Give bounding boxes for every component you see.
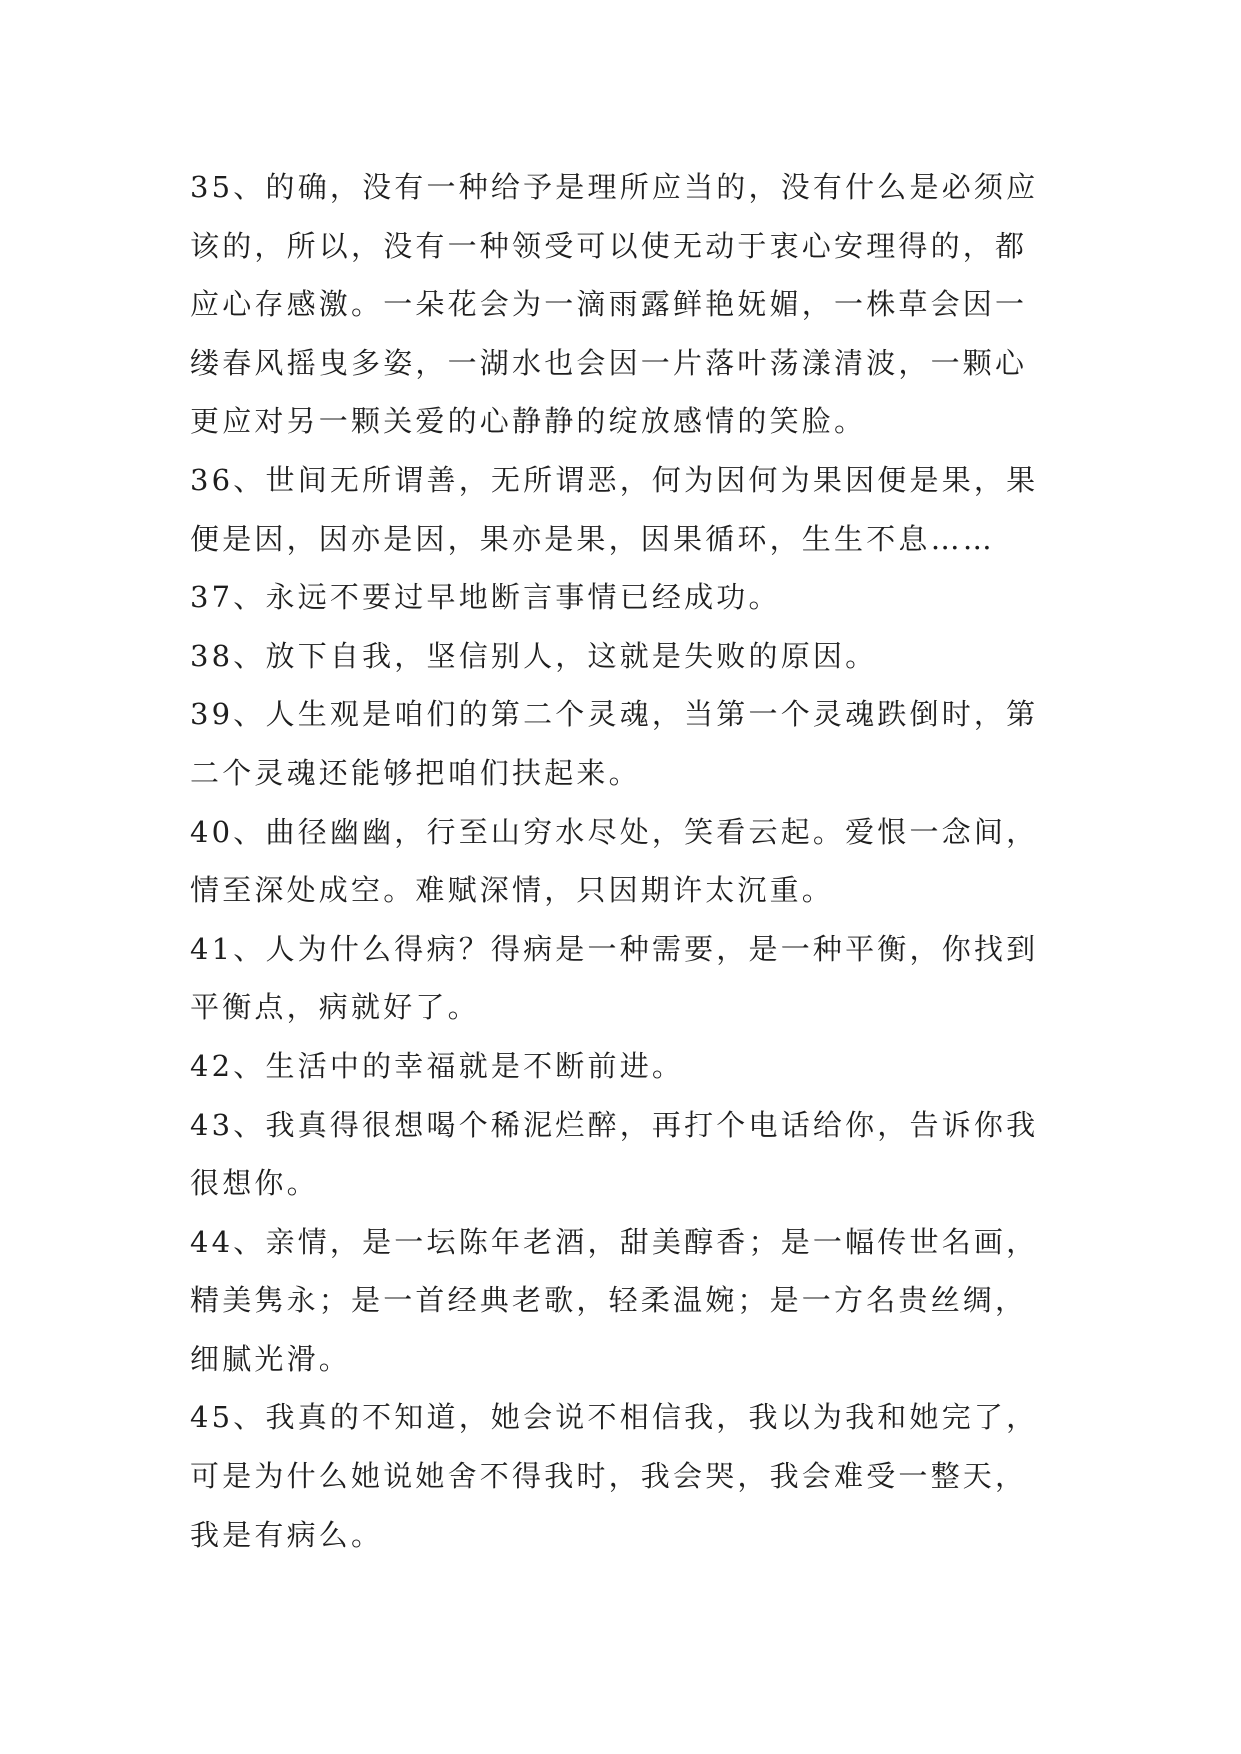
paragraph-43 <box>190 1096 1060 1213</box>
text-line: 35、的确，没有一种给予是理所应当的，没有什么是必须应 <box>190 170 1039 204</box>
text-line: 应心存感激。一朵花会为一滴雨露鲜艳妩媚，一株草会因一 <box>190 287 1028 322</box>
text-line: 41、人为什么得病？得病是一种需要，是一种平衡，你找到 <box>190 931 1039 966</box>
text-line: 情至深处成空。难赋深情，只因期许太沉重。 <box>190 873 835 908</box>
paragraph-35 <box>190 158 1060 451</box>
paragraph-37 <box>190 568 1060 627</box>
paragraph-39 <box>190 685 1060 802</box>
paragraph-45 <box>190 1388 1060 1564</box>
text-line: 平衡点，病就好了。 <box>190 990 480 1025</box>
text-line: 43、我真得很想喝个稀泥烂醉，再打个电话给你，告诉你我 <box>190 1107 1039 1142</box>
text-line: 更应对另一颗关爱的心静静的绽放感情的笑脸。 <box>190 404 867 439</box>
text-line: 精美隽永；是一首经典老歌，轻柔温婉；是一方名贵丝绸， <box>190 1283 1028 1318</box>
paragraph-41 <box>190 920 1060 1037</box>
text-line: 37、永远不要过早地断言事情已经成功。 <box>190 580 781 615</box>
paragraph-38 <box>190 627 1060 686</box>
text-line: 36、世间无所谓善，无所谓恶，何为因何为果因便是果，果 <box>190 462 1039 497</box>
text-line: 二个灵魂还能够把咱们扶起来。 <box>190 755 641 790</box>
text-line: 38、放下自我，坚信别人，这就是失败的原因。 <box>190 638 878 673</box>
paragraph-44 <box>190 1213 1060 1389</box>
text-line: 44、亲情，是一坛陈年老酒，甜美醇香；是一幅传世名画， <box>190 1224 1039 1259</box>
text-line: 42、生活中的幸福就是不断前进。 <box>190 1048 685 1083</box>
text-line: 便是因，因亦是因，果亦是果，因果循环，生生不息…… <box>190 521 996 556</box>
paragraph-36 <box>190 451 1060 568</box>
text-line: 细腻光滑。 <box>190 1341 352 1376</box>
text-line: 缕春风摇曳多姿，一湖水也会因一片落叶荡漾清波，一颗心 <box>190 345 1028 380</box>
document-body <box>190 158 1060 1564</box>
paragraph-40 <box>190 803 1060 920</box>
text-line: 很想你。 <box>190 1166 319 1201</box>
text-line: 39、人生观是咱们的第二个灵魂，当第一个灵魂跌倒时，第 <box>190 697 1039 732</box>
text-line: 可是为什么她说她舍不得我时，我会哭，我会难受一整天， <box>190 1459 1028 1494</box>
text-line: 40、曲径幽幽，行至山穷水尽处，笑看云起。爱恨一念间， <box>190 814 1039 849</box>
text-line: 该的，所以，没有一种领受可以使无动于衷心安理得的，都 <box>190 228 1028 263</box>
text-line: 我是有病么。 <box>190 1517 384 1552</box>
text-line: 45、我真的不知道，她会说不相信我，我以为我和她完了， <box>190 1400 1039 1435</box>
paragraph-42 <box>190 1037 1060 1096</box>
